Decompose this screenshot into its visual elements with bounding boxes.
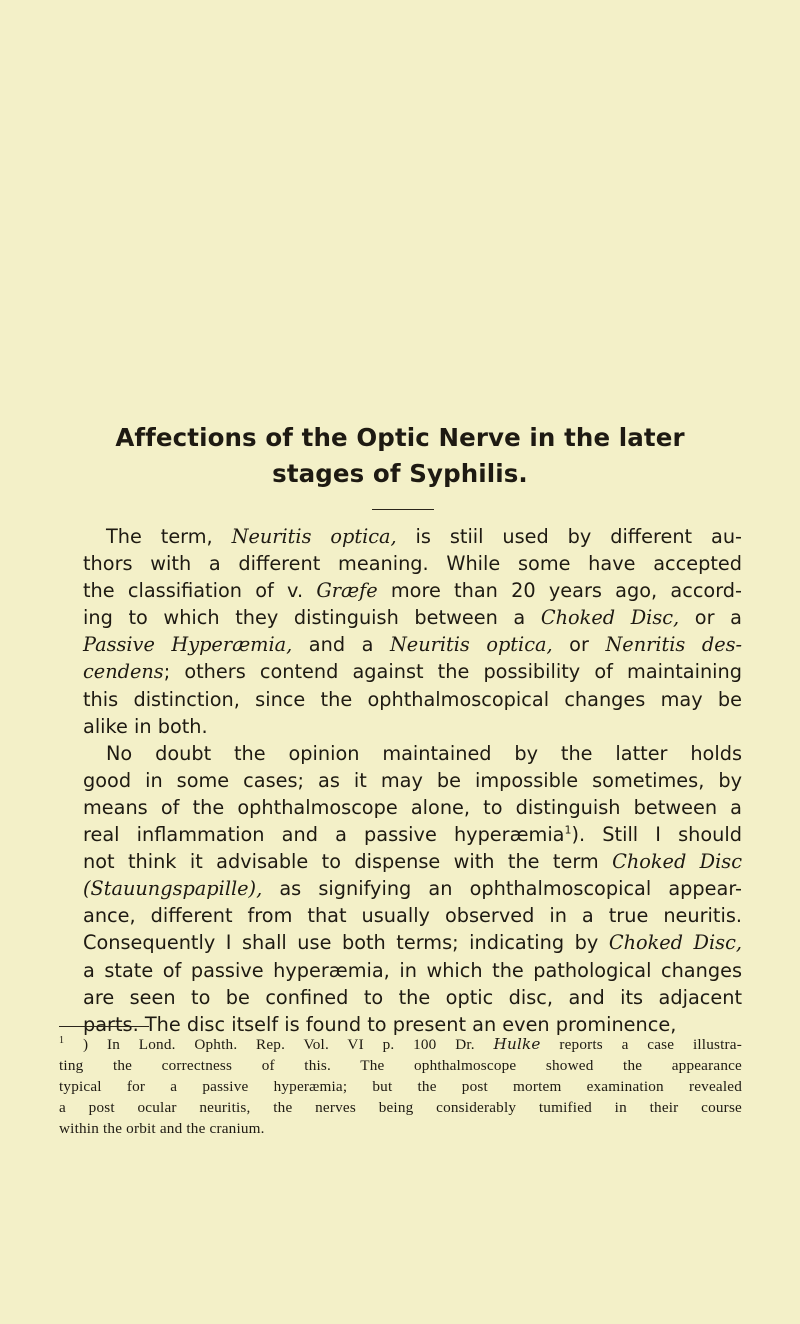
italic-term: Hulke xyxy=(493,1035,541,1053)
footnote xyxy=(59,1034,742,1139)
italic-term: (Stauungspapille), xyxy=(83,877,263,901)
footnote-line: typical for a passive hyperæmia; but the post mortem examination revealed xyxy=(59,1078,742,1095)
italic-term: Neuritis optica, xyxy=(231,525,397,548)
text-line: a state of passive hyperæmia, in which the pathological changes xyxy=(83,958,742,982)
italic-term: cendens xyxy=(83,660,164,684)
italic-term: Choked Disc, xyxy=(540,606,680,630)
text-line: cendens; others contend against the possibility of maintaining xyxy=(83,660,742,684)
italic-term: Passive Hyperæmia, xyxy=(83,633,293,657)
body-text xyxy=(59,523,742,1038)
text-line: (Stauungspapille), as signifying an ophthalmoscopical appear- xyxy=(83,877,742,901)
text-line: not think it advisable to dispense with the term Choked Disc xyxy=(83,850,743,874)
paragraph xyxy=(59,740,742,1038)
chapter-heading xyxy=(0,420,800,492)
chapter-heading-line-1: Affections of the Optic Nerve in the later xyxy=(115,423,685,452)
italic-term: Neuritis optica, xyxy=(389,633,553,657)
text-line: thors with a different meaning. While some have accepted xyxy=(83,552,742,576)
italic-term: Choked Disc, xyxy=(608,931,742,955)
italic-term: Græfe xyxy=(316,579,378,603)
text-line: The term, Neuritis optica, is stiil used by different au- xyxy=(106,525,742,548)
footnote-line: ting the correctness of this. The ophthalmoscope showed the appearance xyxy=(59,1057,742,1074)
text-line: ing to which they distinguish between a Choked Disc, or a xyxy=(83,606,742,630)
text-line: good in some cases; as it may be impossible sometimes, by xyxy=(83,768,742,792)
text-line: alike in both. xyxy=(83,714,208,738)
text-line: ance, different from that usually observed in a true neuritis. xyxy=(83,904,742,928)
paragraph xyxy=(59,523,742,740)
text-line: the classifiation of v. Græfe more than 20 years ago, accord- xyxy=(83,579,742,603)
footnote-line: within the orbit and the cranium. xyxy=(59,1120,265,1137)
text-line: are seen to be confined to the optic disc, and its adjacent xyxy=(83,985,742,1009)
text-line: parts. The disc itself is found to present an even prominence, xyxy=(83,1012,677,1036)
italic-term: Nenritis des- xyxy=(605,633,743,657)
footnote-marker: 1 xyxy=(59,1035,65,1046)
footnote-divider xyxy=(59,1026,149,1027)
footnote-reference: 1 xyxy=(564,823,572,837)
chapter-heading-line-2: stages of Syphilis. xyxy=(272,459,528,488)
text-line: Passive Hyperæmia, and a Neuritis optica, or Nenritis des- xyxy=(83,633,743,657)
footnote-line: a post ocular neuritis, the nerves being considerably tumified in their course xyxy=(59,1099,742,1116)
text-line: Consequently I shall use both terms; indicating by Choked Disc, xyxy=(83,931,742,955)
text-line: real inflammation and a passive hyperæmia$^1$). Still I should xyxy=(83,823,742,847)
text-line: No doubt the opinion maintained by the latter holds xyxy=(106,741,742,765)
text-line: this distinction, since the ophthalmoscopical changes may be xyxy=(83,687,742,711)
footnote-line: 1 ) In Lond. Ophth. Rep. Vol. VI p. 100 Dr. Hulke reports a case illustra- xyxy=(59,1034,742,1055)
italic-term: Choked Disc xyxy=(612,850,743,874)
text-line: means of the ophthalmoscope alone, to distinguish between a xyxy=(83,795,742,819)
heading-divider xyxy=(372,509,434,510)
